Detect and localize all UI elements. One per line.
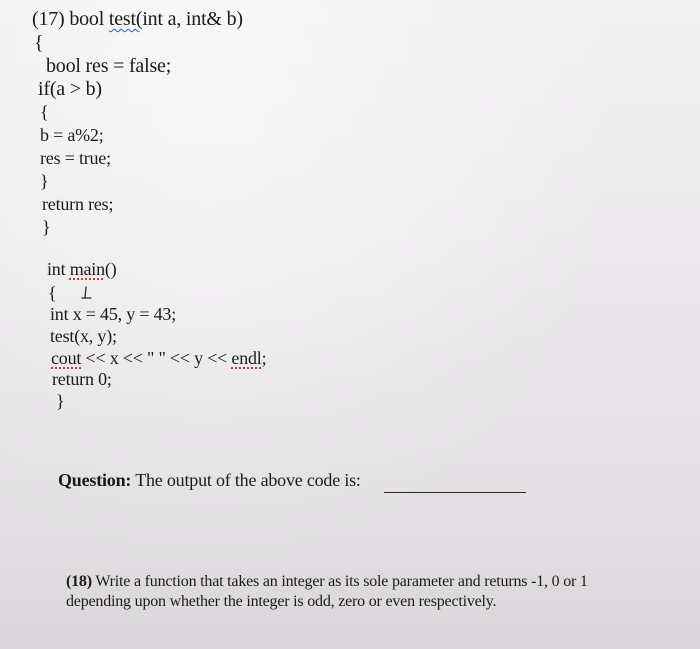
question-line <box>58 470 361 491</box>
q17-function-params: int a, int& b) <box>142 8 243 30</box>
q17-header <box>32 8 243 31</box>
q17-function-name: test( <box>108 8 143 30</box>
code-line-9: } <box>42 217 51 237</box>
q18-line-2: depending upon whether the integer is odd, zero or even respectively. <box>66 593 497 610</box>
code-line-3: if(a > b) <box>38 78 102 100</box>
code-line-1: { <box>34 32 44 54</box>
main-suffix: () <box>104 259 117 279</box>
code-line-8: return res; <box>42 194 114 214</box>
main-return: return 0; <box>52 369 112 389</box>
pen-mark-icon <box>80 283 94 301</box>
q18-line-1 <box>66 573 588 591</box>
cout-stream: << x << " " << y << <box>81 348 232 368</box>
endl-keyword: endl <box>231 348 262 368</box>
main-name: main <box>69 259 105 279</box>
code-line-2: bool res = false; <box>46 55 172 77</box>
question-label: Question: <box>58 470 132 490</box>
cout-keyword: cout <box>51 348 82 368</box>
main-open-brace: { <box>48 283 57 303</box>
q17-header-prefix: (17) bool <box>32 8 109 30</box>
cout-semicolon: ; <box>261 348 267 368</box>
main-prefix: int <box>47 259 70 279</box>
main-decl: int x = 45, y = 43; <box>50 304 177 324</box>
main-close-brace: } <box>56 391 65 411</box>
code-line-6: res = true; <box>40 148 111 168</box>
code-line-7: } <box>40 171 49 191</box>
main-call: test(x, y); <box>50 326 117 346</box>
code-line-4: { <box>40 102 49 122</box>
code-line-5: b = a%2; <box>40 125 104 145</box>
main-cout <box>51 348 266 369</box>
q18-number: (18) <box>66 573 92 590</box>
q18-text-1: Write a function that takes an integer as its sole parameter and returns -1, 0 or 1 <box>91 573 588 590</box>
question-text: The output of the above code is: <box>131 470 361 490</box>
main-header <box>47 259 117 280</box>
answer-blank <box>384 492 526 493</box>
